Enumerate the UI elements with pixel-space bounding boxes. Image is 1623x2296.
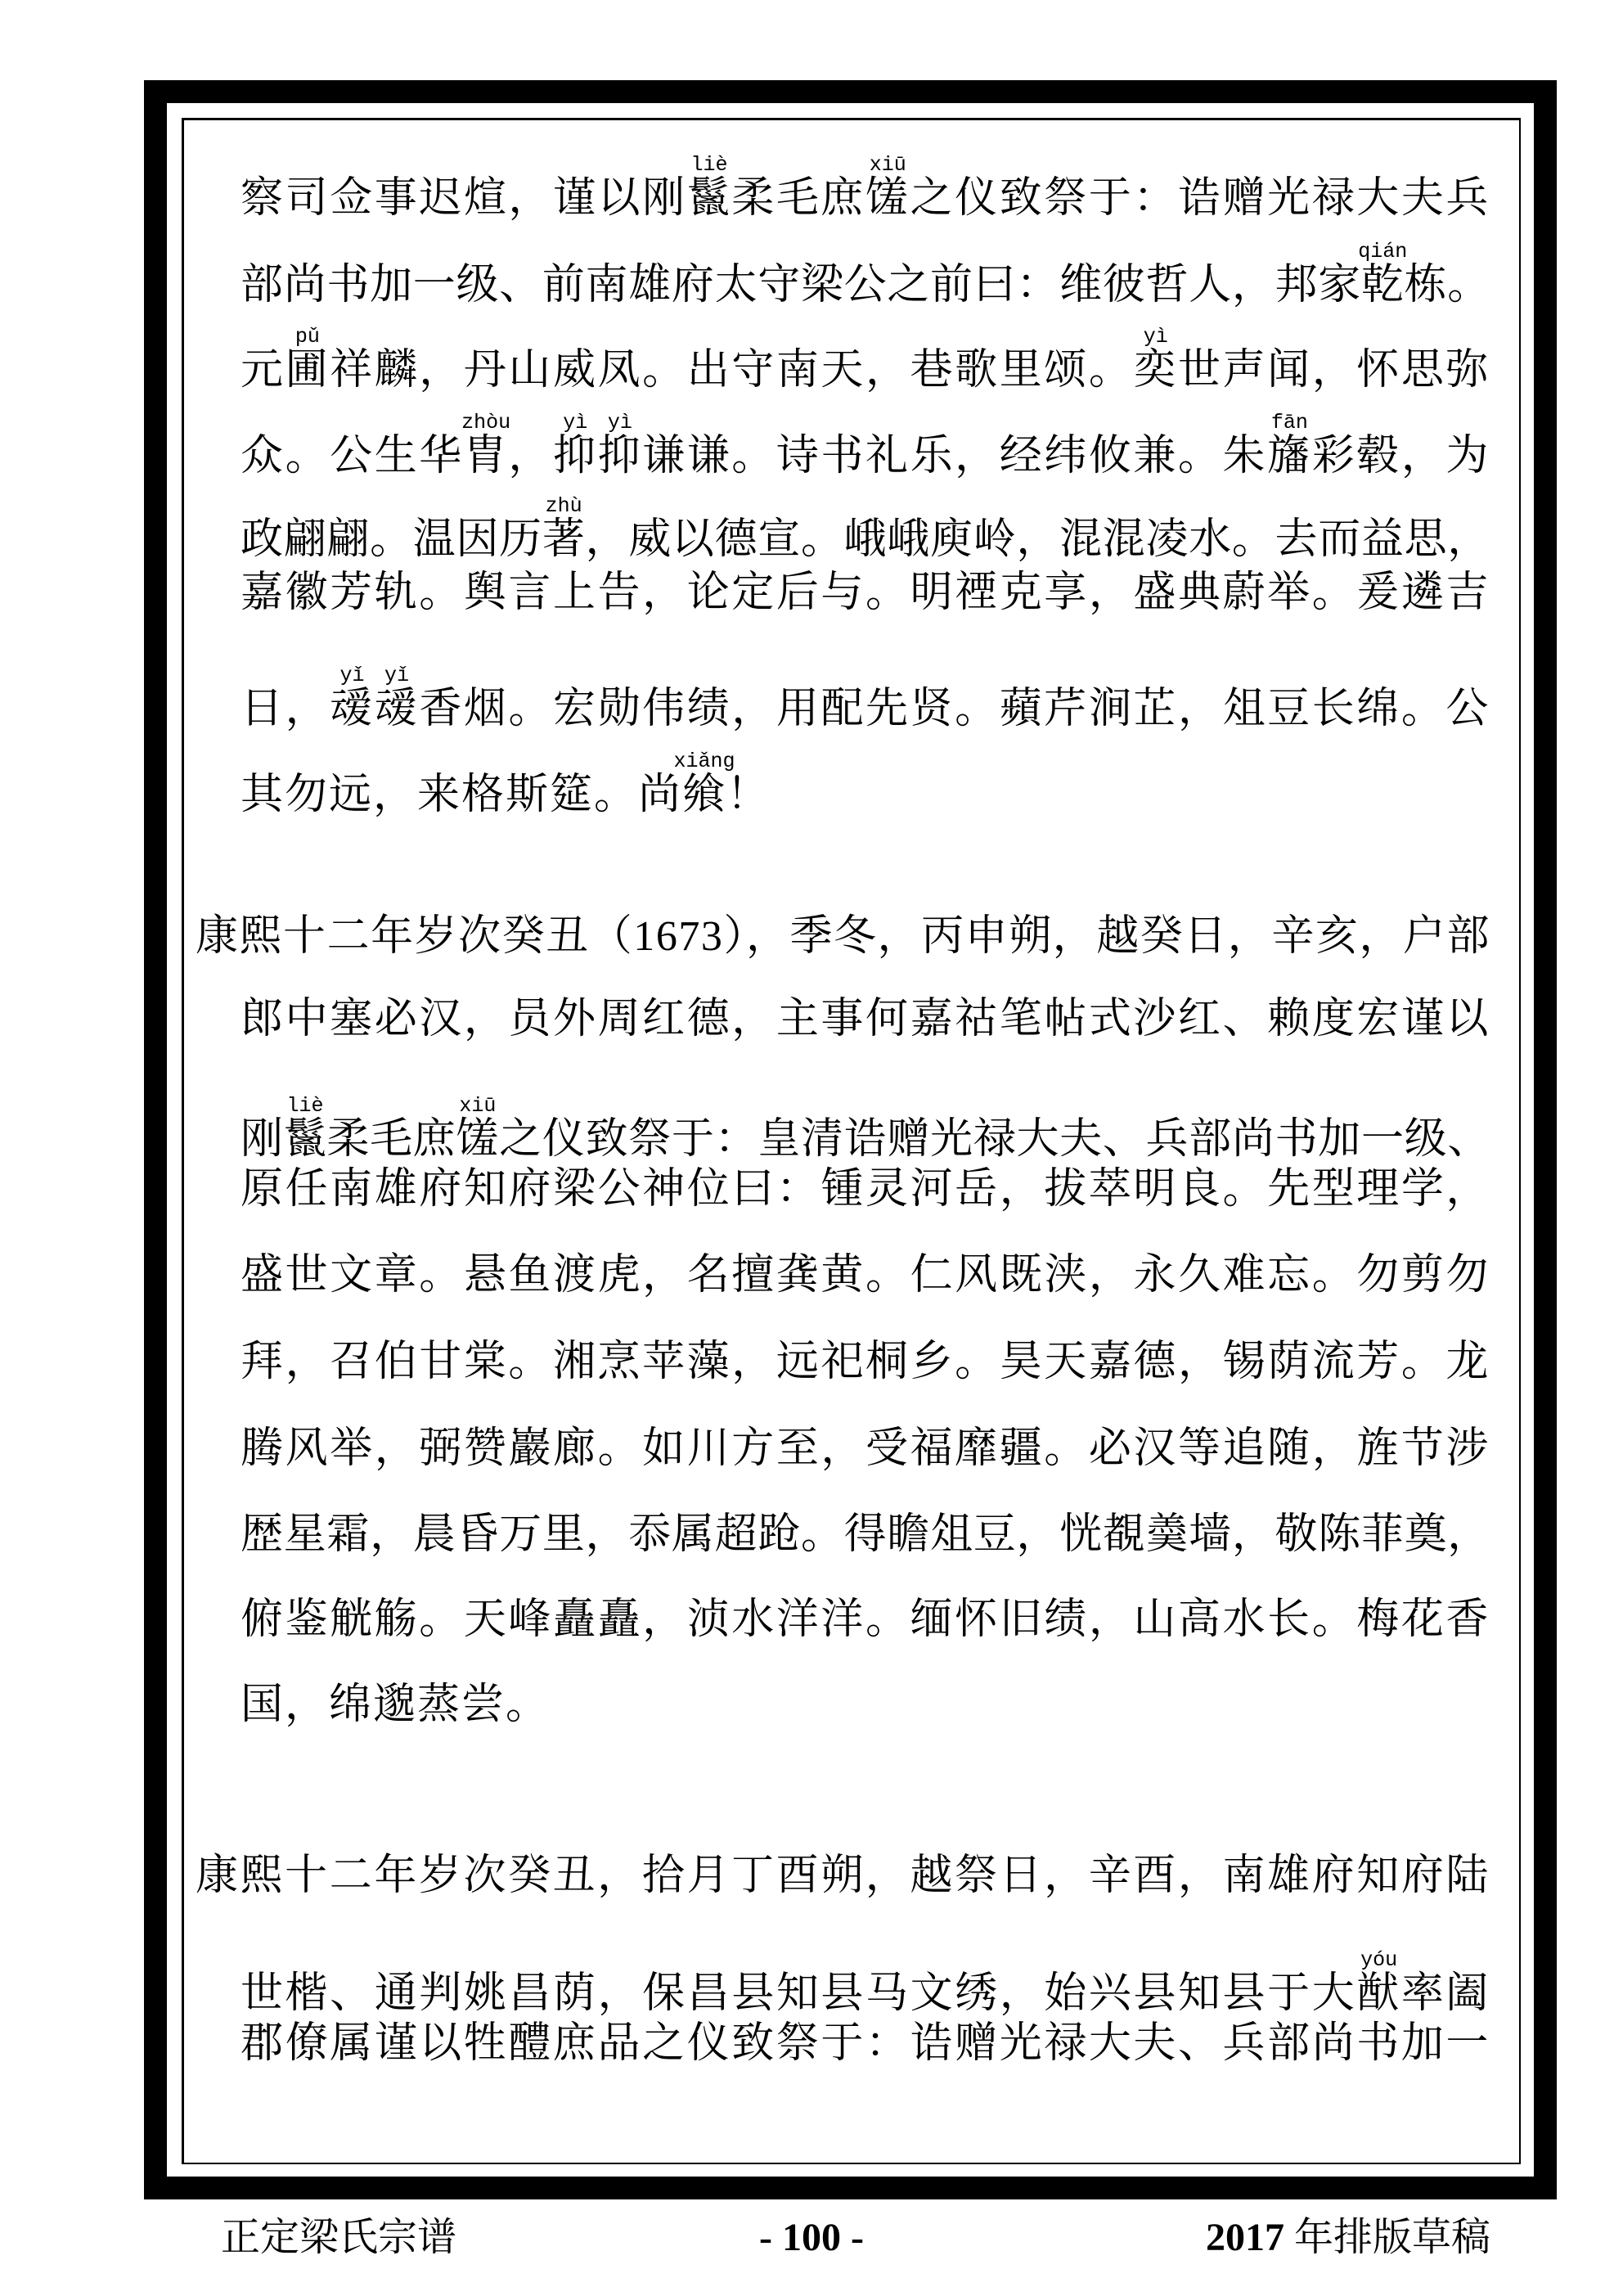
pinyin-annotation: xiǎng	[673, 750, 735, 773]
text-run: 彩毂，为	[1311, 433, 1490, 479]
pinyin-annotated-char: 旛fān	[1267, 411, 1312, 479]
text-run: 郎中塞必汉，员外周红德，主事何嘉祜笔帖式沙红、赖度宏谨以	[241, 996, 1490, 1042]
footer-book-title: 正定梁氏宗谱	[221, 2216, 457, 2259]
text-run: 之仪致祭于：皇清诰赠光禄大夫、兵部尚书加一级、	[499, 1116, 1491, 1163]
text-run: 刚	[241, 1116, 284, 1163]
text-line-content	[241, 1251, 1490, 1300]
pinyin-annotated-char: 叆yǐ	[330, 664, 375, 732]
text-line	[241, 1425, 1488, 1474]
text-line	[241, 240, 1490, 308]
text-run: 栋。	[1404, 262, 1490, 308]
pinyin-annotated-char: 奕yì	[1133, 325, 1178, 394]
text-run: 俯鉴觥觞。天峰矗矗，浈水洋洋。缅怀旧绩，山高水长。梅花香	[241, 1596, 1490, 1643]
text-run: 谦谦。诗书礼乐，经纬攸兼。朱	[642, 433, 1268, 479]
text-run: 原任南雄府知府梁公神位曰：锺灵河岳，拔萃明良。先型理学，	[241, 1166, 1490, 1213]
text-line	[196, 912, 1489, 961]
text-line	[241, 1338, 1488, 1387]
text-line	[241, 1510, 1490, 1560]
pinyin-annotated-char: 鬣liè	[283, 1094, 327, 1163]
pinyin-annotation: fān	[1267, 411, 1312, 434]
text-line-content	[241, 664, 1490, 734]
text-line-content	[241, 1510, 1490, 1560]
text-line-content	[241, 1338, 1490, 1387]
text-line-content	[241, 995, 1490, 1044]
pinyin-annotated-char: 馐xiū	[865, 153, 910, 222]
text-run: 察司佥事迟煊，谨以刚	[241, 175, 687, 222]
text-run: 腾风举，弼赞巖廊。如川方至，受福靡疆。必汉等追随，旌节涉	[241, 1425, 1490, 1472]
text-line-content	[241, 154, 1490, 223]
pinyin-annotation: yóu	[1356, 1948, 1401, 1972]
pinyin-annotation: liè	[283, 1094, 327, 1118]
text-run: 世楷、通判姚昌荫，保昌县知县马文绣，始兴县知县于大	[241, 1970, 1357, 2017]
text-run: 众。公生华	[241, 433, 464, 479]
text-line-content	[241, 1165, 1490, 1214]
text-run: 柔毛庶	[731, 175, 865, 222]
pinyin-annotated-char: 馐xiū	[456, 1094, 500, 1163]
text-line	[241, 569, 1488, 618]
text-run: 元	[241, 347, 285, 394]
pinyin-annotation: zhù	[542, 494, 586, 518]
text-run: 盛世文章。悬鱼渡虎，名擅龚黄。仁风既浃，永久难忘。勿剪勿	[241, 1252, 1490, 1299]
pinyin-annotated-char: 抑yì	[597, 411, 643, 479]
text-run: 国，绵邈蒸尝。	[241, 1681, 551, 1728]
footer-draft-note	[1206, 2213, 1490, 2262]
footer-year: 2017	[1205, 2216, 1284, 2259]
pinyin-annotation: yǐ	[374, 664, 420, 687]
text-line-content	[241, 1949, 1490, 2019]
text-line-content	[241, 1596, 1490, 1645]
text-line-content	[241, 1095, 1490, 1164]
text-line	[241, 411, 1490, 479]
text-run: 歴星霜，晨昏万里，忝属超跄。得瞻俎豆，恍覩羮墙，敬陈菲奠，	[241, 1511, 1490, 1558]
text-run: 世声闻，怀思弥	[1178, 347, 1490, 394]
text-line-content	[241, 241, 1490, 310]
text-line	[241, 1948, 1491, 2017]
text-run: 之仪致祭于：诰赠光禄大夫兵	[910, 175, 1490, 222]
text-line	[241, 664, 1491, 732]
text-run: 日，	[241, 686, 330, 732]
pinyin-annotated-char: 抑yì	[553, 411, 598, 479]
text-run: 香烟。宏勋伟绩，用配先贤。蘋芹涧芷，俎豆长绵。公	[419, 686, 1491, 732]
text-line	[241, 1681, 550, 1730]
pinyin-annotated-char: 胄zhòu	[461, 411, 511, 479]
text-run: 郡僚属谨以牲醴庶品之仪致祭于：诰赠光禄大夫、兵部尚书加一	[241, 2020, 1490, 2067]
pinyin-annotation: xiū	[865, 153, 910, 177]
pinyin-annotated-char: 乾qián	[1358, 240, 1408, 308]
text-line	[241, 995, 1488, 1044]
pinyin-annotated-char: 猷yóu	[1356, 1948, 1401, 2017]
pinyin-annotation: qián	[1358, 240, 1408, 263]
text-line	[241, 1165, 1488, 1214]
text-run: 拜，召伯甘棠。湘烹苹藻，远祀桐乡。昊天嘉德，锡荫流芳。龙	[241, 1339, 1490, 1385]
pinyin-annotated-char: 飨xiǎng	[673, 750, 735, 818]
pinyin-annotation: yì	[1133, 325, 1178, 349]
footer-draft-label: 年排版草稿	[1284, 2216, 1490, 2259]
text-line	[241, 325, 1490, 394]
text-run: ，威以德宣。峨峨庾岭，混混凌水。去而益思，	[585, 516, 1490, 563]
text-line	[241, 494, 1490, 563]
text-line	[241, 2019, 1488, 2069]
text-run: 嘉徽芳轨。舆言上告，论定后与。明禋克享，盛典蔚举。爰遴吉	[241, 569, 1490, 616]
footer-page-number: - 100 -	[759, 2216, 864, 2259]
pinyin-annotation: yì	[597, 411, 643, 434]
pinyin-annotated-char: 圃pǔ	[285, 325, 330, 394]
text-line	[196, 1852, 1488, 1901]
text-run: 祥麟，丹山威凤。出守南天，巷歌里颂。	[330, 347, 1134, 394]
pinyin-annotated-char: 叆yǐ	[374, 664, 420, 732]
pinyin-annotated-char: 著zhù	[542, 494, 586, 563]
pinyin-annotation: yǐ	[330, 664, 375, 687]
text-line-content	[241, 1425, 1490, 1474]
text-run: 柔毛庶	[326, 1116, 456, 1163]
text-run: ，	[508, 433, 553, 479]
pinyin-annotation: yì	[553, 411, 598, 434]
text-run: 政翩翩。温因历	[241, 516, 542, 563]
text-line-content	[196, 1852, 1490, 1901]
text-line-content	[241, 495, 1490, 565]
pinyin-annotation: pǔ	[285, 325, 330, 349]
text-line-content	[241, 750, 771, 820]
text-run: ！	[726, 772, 771, 818]
text-line	[241, 1094, 1491, 1163]
text-line-content	[241, 412, 1490, 481]
pinyin-annotation: xiū	[456, 1094, 500, 1118]
text-run: 部尚书加一级、前南雄府太守梁公之前曰：维彼哲人，邦家	[241, 262, 1361, 308]
text-line	[241, 1251, 1488, 1300]
pinyin-annotation: zhòu	[461, 411, 511, 434]
text-line-content	[241, 569, 1490, 618]
text-line-content	[196, 912, 1490, 961]
text-run: 康熙十二年岁次癸丑（1673），季冬，丙申朔，越癸日，辛亥，户部	[196, 913, 1490, 960]
text-run: 其勿远，来格斯筵。尚	[241, 772, 683, 818]
pinyin-annotated-char: 鬣liè	[686, 153, 732, 222]
pinyin-annotation: liè	[686, 153, 732, 177]
text-line	[241, 750, 771, 818]
text-line-content	[241, 1681, 550, 1730]
text-line-content	[241, 326, 1490, 395]
text-run: 率阖	[1400, 1970, 1491, 2017]
text-run: 康熙十二年岁次癸丑，拾月丁酉朔，越祭日，辛酉，南雄府知府陆	[196, 1853, 1490, 1899]
text-line	[241, 153, 1490, 222]
text-line-content	[241, 2019, 1490, 2069]
text-line	[241, 1596, 1488, 1645]
